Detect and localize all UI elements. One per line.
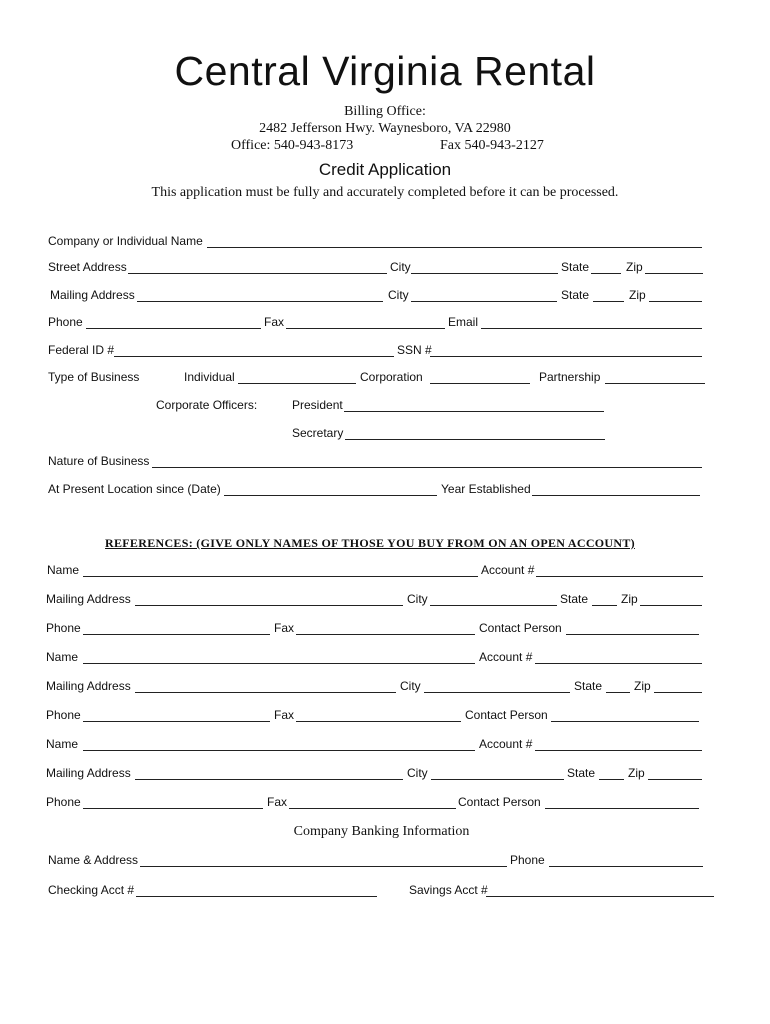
ref3-name-label: Name [46, 737, 79, 751]
savings-acct-field[interactable] [486, 896, 714, 897]
ref1-mailing-address-label: Mailing Address [46, 592, 131, 606]
ref2-name-label: Name [46, 650, 79, 664]
ref1-name-label: Name [47, 563, 80, 577]
checking-acct-field[interactable] [136, 896, 377, 897]
ref1-contact-field[interactable] [566, 634, 699, 635]
banking-heading: Company Banking Information [293, 824, 470, 839]
federal-id-label: Federal ID # [48, 343, 115, 357]
fax-label: Fax [264, 315, 285, 329]
mailing-zip-label: Zip [629, 288, 646, 302]
ref2-contact-field[interactable] [551, 721, 699, 722]
nature-of-business-field[interactable] [152, 467, 702, 468]
corporation-field[interactable] [430, 383, 530, 384]
mailing-city-label: City [388, 288, 409, 302]
ref3-account-field[interactable] [535, 750, 702, 751]
ref1-phone-field[interactable] [83, 634, 270, 635]
ref2-zip-label: Zip [634, 679, 651, 693]
ref3-mailing-address-label: Mailing Address [46, 766, 131, 780]
individual-label: Individual [184, 370, 235, 384]
ref1-state-label: State [560, 592, 589, 606]
ref3-account-label: Account # [479, 737, 533, 751]
ref1-state-field[interactable] [592, 605, 617, 606]
ref3-city-field[interactable] [431, 779, 564, 780]
ref1-fax-label: Fax [274, 621, 295, 635]
ref2-fax-field[interactable] [296, 721, 461, 722]
ref2-state-field[interactable] [606, 692, 630, 693]
bank-phone-label: Phone [510, 853, 545, 867]
company-address: 2482 Jefferson Hwy. Waynesboro, VA 22980 [259, 121, 511, 136]
company-name-label: Company or Individual Name [48, 234, 203, 248]
ref1-account-label: Account # [481, 563, 535, 577]
ref2-name-field[interactable] [83, 663, 475, 664]
type-of-business-label: Type of Business [48, 370, 140, 384]
ref3-phone-field[interactable] [83, 808, 263, 809]
president-field[interactable] [344, 411, 604, 412]
ref1-fax-field[interactable] [296, 634, 475, 635]
nature-of-business-label: Nature of Business [48, 454, 150, 468]
ref2-account-field[interactable] [535, 663, 702, 664]
ref2-mailing-address-field[interactable] [135, 692, 396, 693]
ref1-city-label: City [407, 592, 428, 606]
ref2-contact-label: Contact Person [465, 708, 548, 722]
ref3-fax-label: Fax [267, 795, 288, 809]
ref3-phone-label: Phone [46, 795, 81, 809]
billing-office-label: Billing Office: [344, 104, 426, 119]
ref3-mailing-address-field[interactable] [135, 779, 403, 780]
corporation-label: Corporation [360, 370, 423, 384]
phone-label: Phone [48, 315, 83, 329]
ref3-name-field[interactable] [83, 750, 475, 751]
city-field[interactable] [411, 273, 558, 274]
state-field[interactable] [591, 273, 621, 274]
federal-id-field[interactable] [114, 356, 394, 357]
ref1-mailing-address-field[interactable] [135, 605, 403, 606]
ref2-city-label: City [400, 679, 421, 693]
email-label: Email [448, 315, 479, 329]
ref1-zip-label: Zip [621, 592, 638, 606]
ref2-fax-label: Fax [274, 708, 295, 722]
ref2-zip-field[interactable] [654, 692, 702, 693]
bank-name-address-label: Name & Address [48, 853, 139, 867]
ref2-phone-label: Phone [46, 708, 81, 722]
references-heading: REFERENCES: (GIVE ONLY NAMES OF THOSE YOU BUY FROM ON AN OPEN ACCOUNT) [105, 536, 635, 550]
office-fax: Fax 540-943-2127 [440, 138, 544, 153]
ref1-account-field[interactable] [536, 576, 703, 577]
ref2-phone-field[interactable] [83, 721, 270, 722]
ref3-contact-label: Contact Person [458, 795, 541, 809]
ref1-phone-label: Phone [46, 621, 81, 635]
checking-acct-label: Checking Acct # [48, 883, 135, 897]
ref3-state-field[interactable] [599, 779, 624, 780]
state-label: State [561, 260, 590, 274]
fax-field[interactable] [286, 328, 445, 329]
form-instruction: This application must be fully and accurately completed before it can be processed. [151, 185, 619, 200]
street-address-label: Street Address [48, 260, 127, 274]
ref3-zip-label: Zip [628, 766, 645, 780]
bank-phone-field[interactable] [549, 866, 703, 867]
ref2-mailing-address-label: Mailing Address [46, 679, 131, 693]
present-location-field[interactable] [224, 495, 437, 496]
individual-field[interactable] [238, 383, 356, 384]
ref3-state-label: State [567, 766, 596, 780]
ref1-city-field[interactable] [430, 605, 557, 606]
ref1-name-field[interactable] [83, 576, 478, 577]
mailing-address-label: Mailing Address [50, 288, 135, 302]
partnership-field[interactable] [605, 383, 705, 384]
corporate-officers-label: Corporate Officers: [156, 398, 258, 412]
mailing-state-field[interactable] [593, 301, 624, 302]
partnership-label: Partnership [539, 370, 601, 384]
year-established-field[interactable] [532, 495, 700, 496]
president-label: President [292, 398, 343, 412]
phone-field[interactable] [86, 328, 261, 329]
mailing-city-field[interactable] [411, 301, 557, 302]
secretary-label: Secretary [292, 426, 344, 440]
form-title: Credit Application [318, 160, 452, 179]
ref3-city-label: City [407, 766, 428, 780]
bank-name-address-field[interactable] [140, 866, 507, 867]
ref2-account-label: Account # [479, 650, 533, 664]
office-phone: Office: 540-943-8173 [231, 138, 354, 153]
ref3-zip-field[interactable] [648, 779, 702, 780]
ref1-contact-label: Contact Person [479, 621, 562, 635]
zip-field[interactable] [645, 273, 703, 274]
email-field[interactable] [481, 328, 702, 329]
savings-acct-label: Savings Acct # [409, 883, 488, 897]
present-location-label: At Present Location since (Date) [48, 482, 221, 496]
ssn-label: SSN # [397, 343, 432, 357]
zip-label: Zip [626, 260, 643, 274]
mailing-state-label: State [561, 288, 590, 302]
mailing-address-field[interactable] [137, 301, 383, 302]
ssn-field[interactable] [430, 356, 702, 357]
mailing-zip-field[interactable] [649, 301, 702, 302]
city-label: City [390, 260, 411, 274]
street-address-field[interactable] [128, 273, 387, 274]
ref2-state-label: State [574, 679, 603, 693]
ref1-zip-field[interactable] [640, 605, 702, 606]
company-name-field[interactable] [207, 247, 702, 248]
company-name: Central Virginia Rental [174, 48, 596, 94]
year-established-label: Year Established [441, 482, 531, 496]
ref2-city-field[interactable] [424, 692, 570, 693]
secretary-field[interactable] [345, 439, 605, 440]
ref3-contact-field[interactable] [545, 808, 699, 809]
ref3-fax-field[interactable] [289, 808, 456, 809]
